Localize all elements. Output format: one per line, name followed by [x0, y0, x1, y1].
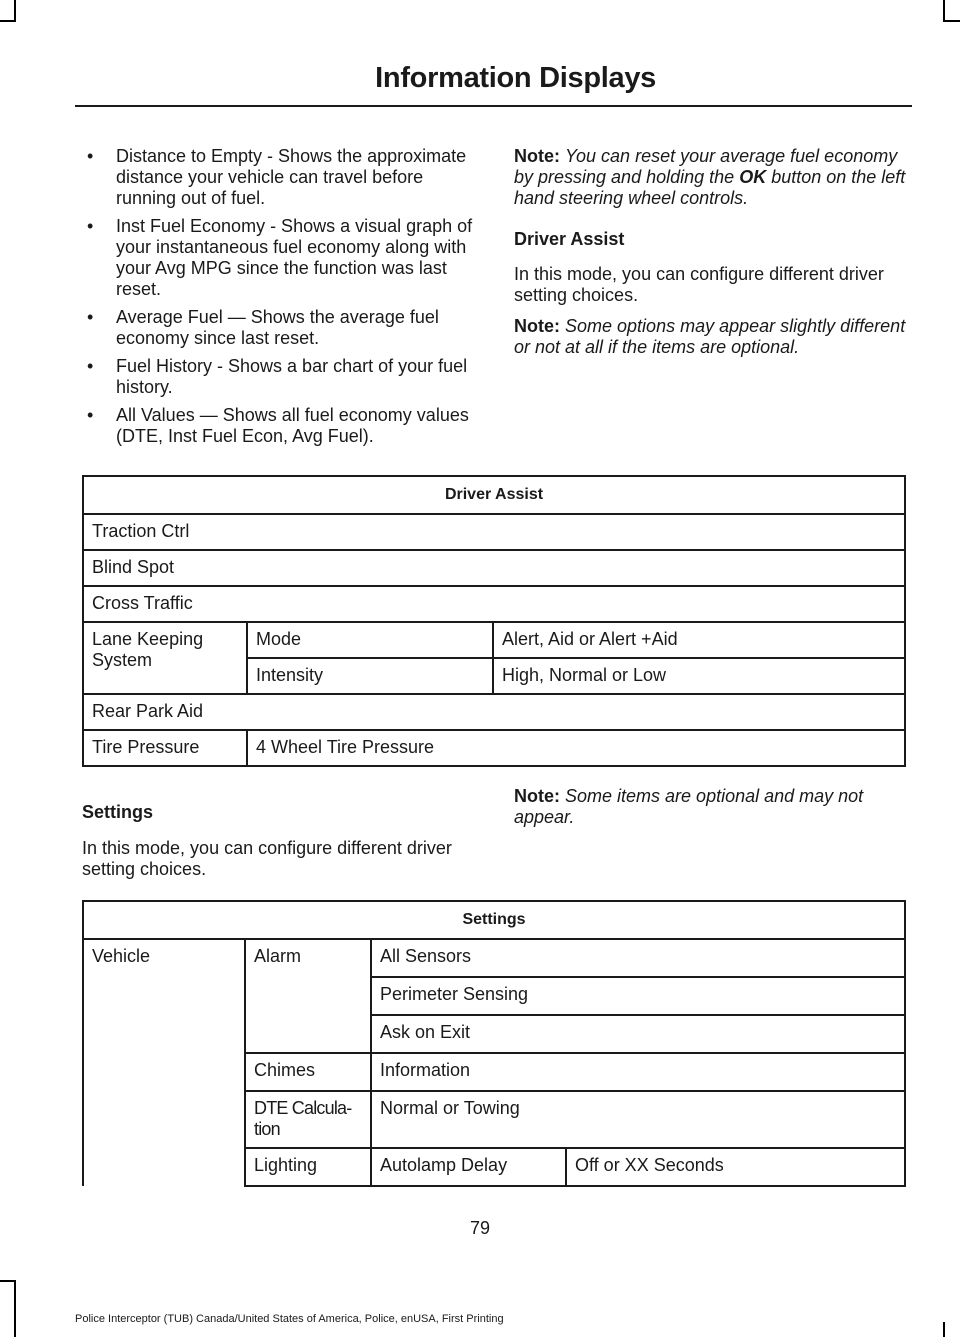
crop-mark [14, 0, 16, 22]
bullet-icon: • [87, 146, 94, 166]
list-item: • All Values — Shows all fuel economy values (DTE, Inst Fuel Econ, Avg Fuel). [87, 405, 469, 446]
table-cell: Off or XX Seconds [566, 1148, 905, 1186]
table-cell: Alert, Aid or Alert +Aid [493, 622, 905, 658]
driver-assist-table [82, 475, 906, 767]
table-cell: All Sensors [371, 939, 905, 977]
note-optional-settings: Note: Some items are optional and may not appear. [514, 786, 864, 827]
table-cell: Normal or Towing [371, 1091, 905, 1148]
page-header-title: Information Displays [375, 62, 656, 94]
table-row: Blind Spot [83, 550, 905, 586]
list-item: • Distance to Empty - Shows the approximate distance your vehicle can travel before running out of fuel. [87, 146, 467, 208]
driver-assist-intro: In this mode, you can configure different driver setting choices. [514, 264, 884, 305]
table-cell: Intensity [247, 658, 493, 694]
settings-intro: In this mode, you can configure different driver setting choices. [82, 838, 452, 879]
table-row: Traction Ctrl [83, 514, 905, 550]
table-cell: Chimes [245, 1053, 371, 1091]
bullet-icon: • [87, 307, 94, 327]
crop-mark [943, 0, 945, 22]
table-cell: Vehicle [83, 939, 245, 1186]
fuel-display-list [82, 146, 478, 447]
table-cell: Lane Keeping System [83, 622, 247, 694]
page-number: 79 [469, 1218, 491, 1238]
list-item: • Fuel History - Shows a bar chart of your fuel history. [87, 356, 468, 397]
driver-assist-heading: Driver Assist [514, 229, 625, 249]
crop-mark [945, 20, 960, 22]
table-cell: Mode [247, 622, 493, 658]
table-cell: Perimeter Sensing [371, 977, 905, 1015]
left-column [82, 146, 478, 454]
table-title: Settings [83, 901, 905, 939]
table-title: Driver Assist [83, 476, 905, 514]
settings-table [82, 900, 906, 1187]
table-row: Rear Park Aid [83, 694, 905, 730]
table-cell: Autolamp Delay [371, 1148, 566, 1186]
table-cell: Ask on Exit [371, 1015, 905, 1053]
table-cell: Tire Pressure [83, 730, 247, 766]
crop-mark [14, 1280, 16, 1337]
bullet-icon: • [87, 405, 94, 425]
table-row: Cross Traffic [83, 586, 905, 622]
note-optional-items: Note: Some options may appear slightly different or not at all if the items are optional. [514, 316, 906, 357]
table-cell: High, Normal or Low [493, 658, 905, 694]
header-rule [75, 105, 912, 107]
right-column [514, 146, 906, 358]
bullet-icon: • [87, 216, 94, 236]
footer-text: Police Interceptor (TUB) Canada/United States of America, Police, enUSA, First Printing [75, 1313, 504, 1325]
table-cell: DTE Calcula- tion [245, 1091, 371, 1148]
crop-mark [0, 1280, 14, 1282]
note-reset-fuel: Note: You can reset your average fuel economy by pressing and holding the OK button on the left hand steering wheel controls. [514, 146, 906, 208]
list-item: • Inst Fuel Economy - Shows a visual graph of your instantaneous fuel economy along with your Avg MPG since the function was last reset. [87, 216, 473, 299]
table-cell: Alarm [245, 939, 371, 1053]
settings-heading: Settings [82, 802, 154, 822]
table-cell: Information [371, 1053, 905, 1091]
table-cell: 4 Wheel Tire Pressure [247, 730, 905, 766]
list-item: • Average Fuel — Shows the average fuel economy since last reset. [87, 307, 439, 348]
table-cell: Lighting [245, 1148, 371, 1186]
crop-mark [943, 1322, 945, 1337]
crop-mark [0, 20, 14, 22]
bullet-icon: • [87, 356, 94, 376]
